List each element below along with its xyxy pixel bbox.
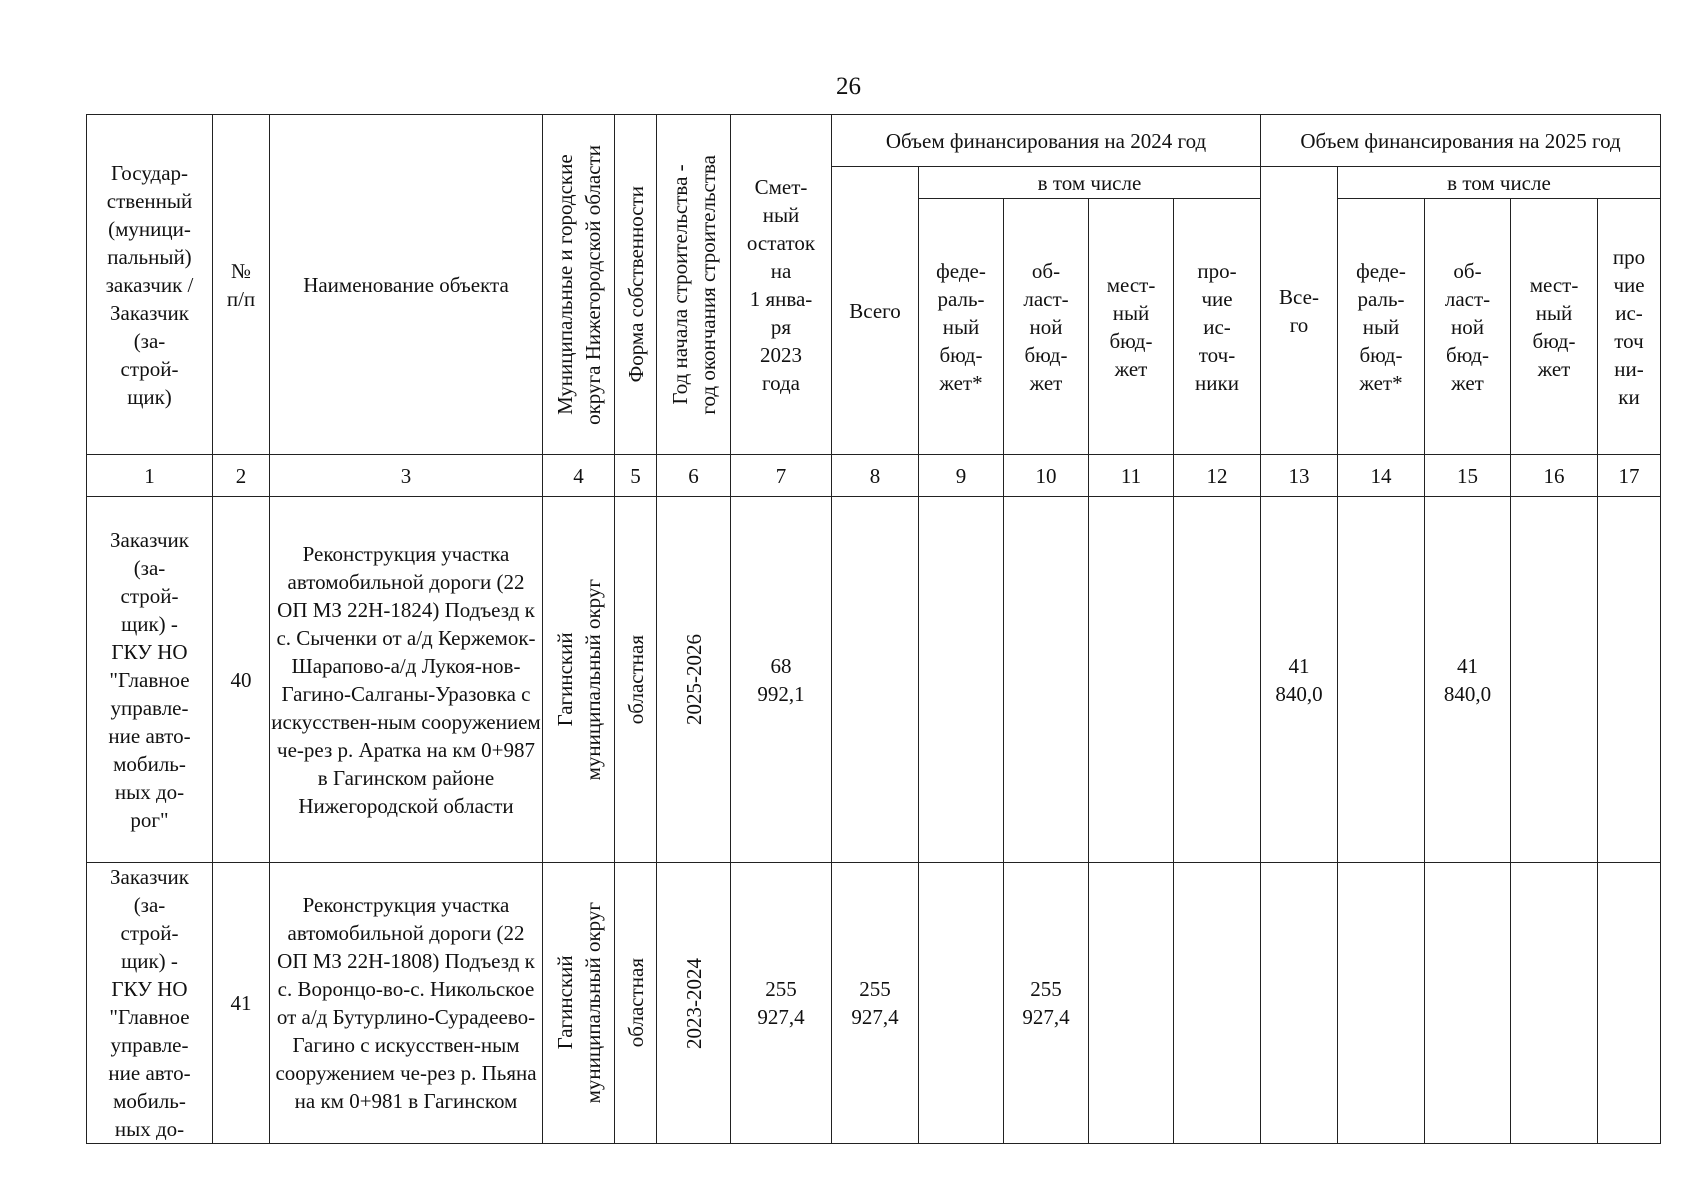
row-customer: Заказчик (за- строй- щик) - ГКУ НО "Главное управле- ние авто- мобиль- ных до- рог" [87, 497, 213, 863]
row-district-text: Гагинский муниципальный округ [552, 902, 605, 1104]
header-ownership-text: Форма собственности [623, 186, 648, 383]
column-number: 17 [1598, 455, 1661, 497]
header-regional-2024: об- ласт- ной бюд- жет [1004, 199, 1089, 455]
row-years-text: 2025-2026 [681, 634, 706, 725]
row-ownership [615, 863, 657, 1144]
column-number: 2 [213, 455, 270, 497]
header-row-1 [87, 115, 1661, 167]
page-number: 26 [836, 73, 861, 100]
column-number: 15 [1425, 455, 1511, 497]
row-other-2025 [1598, 863, 1661, 1144]
row-number: 41 [213, 863, 270, 1144]
row-local-2025 [1511, 497, 1598, 863]
column-number: 11 [1089, 455, 1174, 497]
column-number: 6 [657, 455, 731, 497]
row-regional-2024: 255 927,4 [1004, 863, 1089, 1144]
row-federal-2025 [1338, 497, 1425, 863]
row-balance: 255 927,4 [731, 863, 832, 1144]
row-years [657, 863, 731, 1144]
column-number: 5 [615, 455, 657, 497]
header-number: № п/п [213, 115, 270, 455]
header-other-2024: про- чие ис- точ- ники [1174, 199, 1261, 455]
row-balance: 68 992,1 [731, 497, 832, 863]
row-object-name: Реконструкция участка автомобильной дороги (22 ОП МЗ 22Н-1808) Подъезд к с. Воронцо-во-с. Никольское от а/д Бутурлино-Сурадеево-Гагино с искусствен-ным сооружением че-рез р. Пьяна на км 0+981 в Гагинском [270, 863, 543, 1144]
row-total-2025 [1261, 863, 1338, 1144]
header-regional-2025: об- ласт- ной бюд- жет [1425, 199, 1511, 455]
header-including-2024: в том числе [919, 167, 1261, 199]
header-financing-2024: Объем финансирования на 2024 год [832, 115, 1261, 167]
column-number: 9 [919, 455, 1004, 497]
row-other-2024 [1174, 497, 1261, 863]
row-total-2025: 41 840,0 [1261, 497, 1338, 863]
header-local-2024: мест- ный бюд- жет [1089, 199, 1174, 455]
row-years-text: 2023-2024 [681, 957, 706, 1049]
row-federal-2024 [919, 863, 1004, 1144]
row-ownership [615, 497, 657, 863]
row-ownership-text: областная [623, 958, 648, 1048]
row-local-2024 [1089, 863, 1174, 1144]
row-object-name: Реконструкция участка автомобильной дороги (22 ОП МЗ 22Н-1824) Подъезд к с. Сыченки от а/д Кержемок-Шарапово-а/д Лукоя-нов-Гагино-Салганы-Уразовка с искусствен-ным сооружением че-рез р. Аратка на км 0+987 в Гагинском районе Нижегородской области [270, 497, 543, 863]
header-financing-2025: Объем финансирования на 2025 год [1261, 115, 1661, 167]
row-local-2025 [1511, 863, 1598, 1144]
header-district-text: Муниципальные и городские округа Нижегородской области [552, 144, 605, 425]
row-other-2025 [1598, 497, 1661, 863]
column-number: 14 [1338, 455, 1425, 497]
row-district [543, 863, 615, 1144]
column-number: 8 [832, 455, 919, 497]
header-local-2025: мест- ный бюд- жет [1511, 199, 1598, 455]
row-total-2024: 255 927,4 [832, 863, 919, 1144]
row-district [543, 497, 615, 863]
row-regional-2025 [1425, 863, 1511, 1144]
header-ownership [615, 115, 657, 455]
row-years [657, 497, 731, 863]
row-total-2024 [832, 497, 919, 863]
header-federal-2024: феде- раль- ный бюд- жет* [919, 199, 1004, 455]
header-total-2025: Все- го [1261, 167, 1338, 455]
column-number: 10 [1004, 455, 1089, 497]
column-number: 12 [1174, 455, 1261, 497]
table-row [87, 863, 1661, 1144]
row-ownership-text: областная [623, 634, 648, 725]
row-regional-2024 [1004, 497, 1089, 863]
row-local-2024 [1089, 497, 1174, 863]
table-row [87, 497, 1661, 863]
column-number-row [87, 455, 1661, 497]
column-number: 13 [1261, 455, 1338, 497]
header-district [543, 115, 615, 455]
header-other-2025: про чие ис- точ ни- ки [1598, 199, 1661, 455]
row-federal-2024 [919, 497, 1004, 863]
column-number: 4 [543, 455, 615, 497]
row-other-2024 [1174, 863, 1261, 1144]
header-federal-2025: феде- раль- ный бюд- жет* [1338, 199, 1425, 455]
row-customer: Заказчик (за- строй- щик) - ГКУ НО "Главное управле- ние авто- мобиль- ных до- [87, 863, 213, 1144]
header-years [657, 115, 731, 455]
row-regional-2025: 41 840,0 [1425, 497, 1511, 863]
row-federal-2025 [1338, 863, 1425, 1144]
header-customer: Государ- ственный (муници- пальный) заказчик / Заказчик (за- строй- щик) [87, 115, 213, 455]
header-total-2024: Всего [832, 167, 919, 455]
header-balance: Смет- ный остаток на 1 янва- ря 2023 года [731, 115, 832, 455]
row-district-text: Гагинский муниципальный округ [552, 578, 605, 781]
financing-table [86, 114, 1661, 1144]
header-including-2025: в том числе [1338, 167, 1661, 199]
column-number: 1 [87, 455, 213, 497]
header-years-text: Год начала строительства - год окончания строительства [667, 154, 720, 415]
column-number: 16 [1511, 455, 1598, 497]
header-object-name: Наименование объекта [270, 115, 543, 455]
column-number: 7 [731, 455, 832, 497]
column-number: 3 [270, 455, 543, 497]
row-number: 40 [213, 497, 270, 863]
